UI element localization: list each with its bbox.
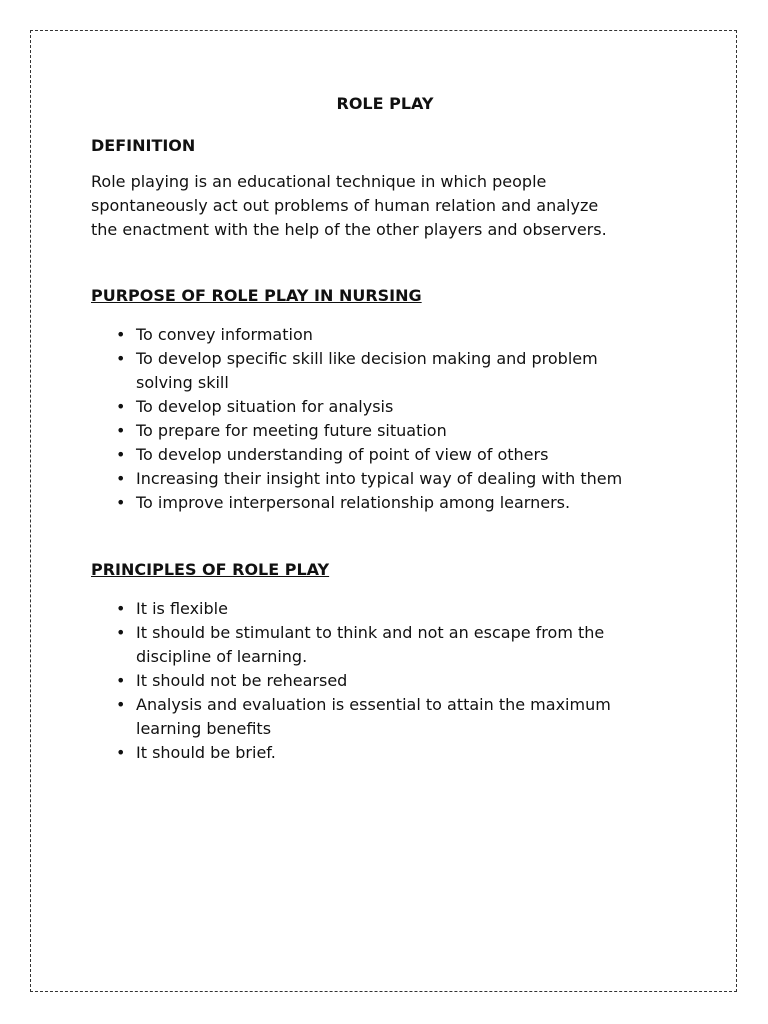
list-item xyxy=(91,621,691,669)
list-item-text: Analysis and evaluation is essential to attain the maximum xyxy=(136,695,611,714)
definition-line: Role playing is an educational technique in which people xyxy=(91,172,547,191)
document-content xyxy=(91,92,691,765)
list-item-text: It should be brief. xyxy=(136,743,276,762)
list-item xyxy=(91,395,691,419)
bullet-icon: • xyxy=(116,493,126,512)
list-item xyxy=(91,693,691,741)
list-item-text: discipline of learning. xyxy=(136,647,308,666)
purpose-heading: PURPOSE OF ROLE PLAY IN NURSING xyxy=(91,286,422,305)
bullet-icon: • xyxy=(116,695,126,714)
list-item-text: learning benefits xyxy=(136,719,272,738)
list-item-text: To improve interpersonal relationship among learners. xyxy=(136,493,571,512)
bullet-icon: • xyxy=(116,325,126,344)
bullet-icon: • xyxy=(116,623,126,642)
purpose-list xyxy=(91,323,691,515)
bullet-icon: • xyxy=(116,469,126,488)
bullet-icon: • xyxy=(116,743,126,762)
bullet-icon: • xyxy=(116,421,126,440)
list-item xyxy=(91,597,691,621)
list-item xyxy=(91,443,691,467)
list-item-text: solving skill xyxy=(136,373,229,392)
list-item-text: It should not be rehearsed xyxy=(136,671,348,690)
list-item-text: To develop understanding of point of view of others xyxy=(136,445,549,464)
bullet-icon: • xyxy=(116,599,126,618)
list-item xyxy=(91,323,691,347)
bullet-icon: • xyxy=(116,671,126,690)
bullet-icon: • xyxy=(116,349,126,368)
list-item xyxy=(91,347,691,395)
list-item xyxy=(91,491,691,515)
principles-heading: PRINCIPLES OF ROLE PLAY xyxy=(91,560,330,579)
principles-list xyxy=(91,597,691,765)
list-item-text: Increasing their insight into typical way of dealing with them xyxy=(136,469,623,488)
bullet-icon: • xyxy=(116,397,126,416)
list-item-text: It should be stimulant to think and not an escape from the xyxy=(136,623,605,642)
list-item-text: To develop specific skill like decision making and problem xyxy=(136,349,598,368)
list-item-text: To prepare for meeting future situation xyxy=(136,421,447,440)
list-item xyxy=(91,669,691,693)
list-item-text: It is flexible xyxy=(136,599,228,618)
bullet-icon: • xyxy=(116,445,126,464)
list-item-text: To convey information xyxy=(136,325,313,344)
document-title: ROLE PLAY xyxy=(336,94,434,113)
definition-heading: DEFINITION xyxy=(91,136,196,155)
definition-paragraph xyxy=(91,170,691,242)
list-item-text: To develop situation for analysis xyxy=(136,397,394,416)
definition-line: spontaneously act out problems of human relation and analyze xyxy=(91,196,599,215)
list-item xyxy=(91,741,691,765)
list-item xyxy=(91,467,691,491)
definition-line: the enactment with the help of the other players and observers. xyxy=(91,220,607,239)
list-item xyxy=(91,419,691,443)
